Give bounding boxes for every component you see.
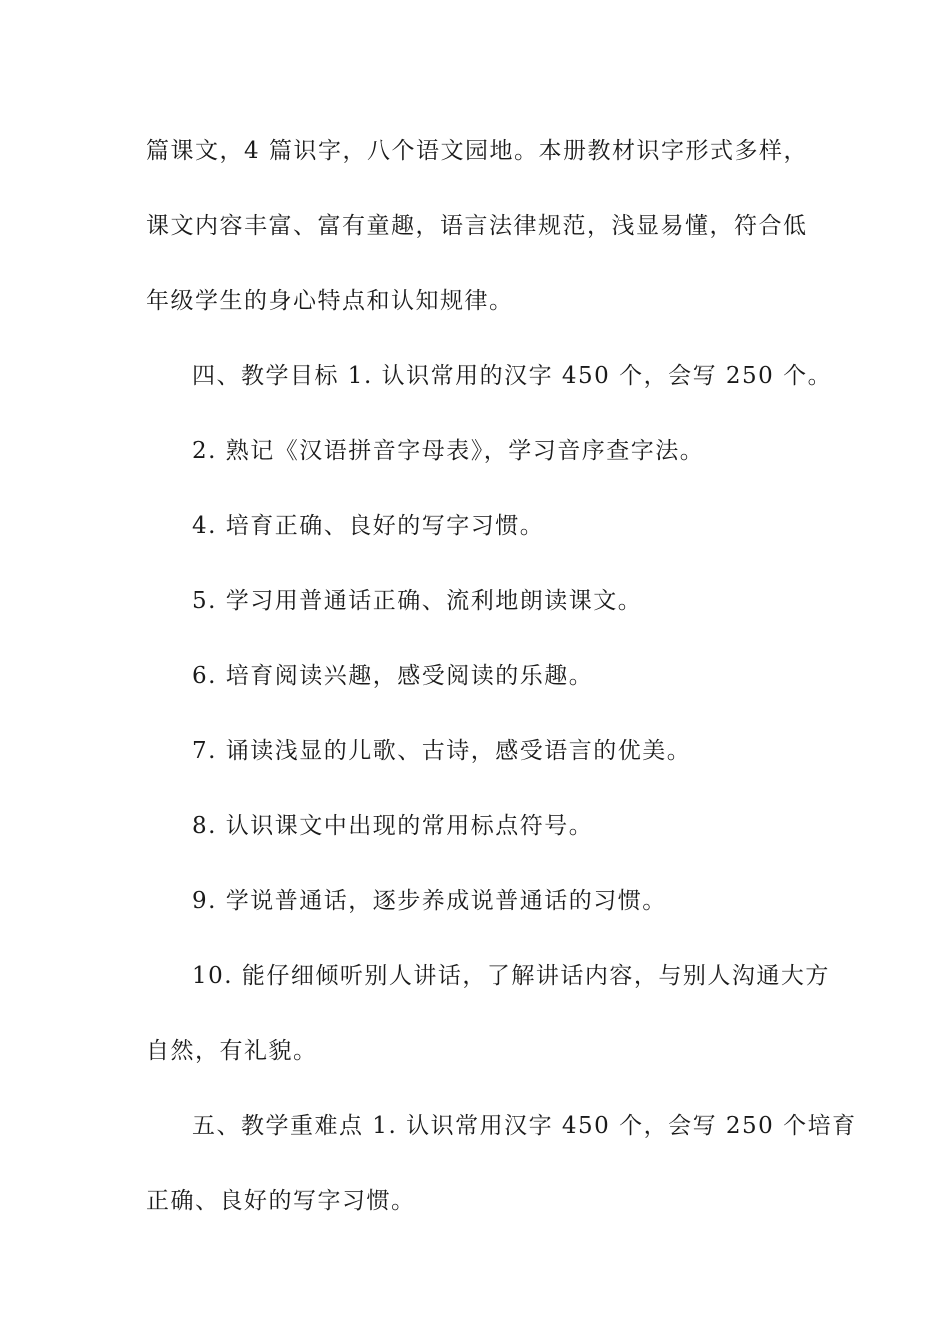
list-item: 5. 学习用普通话正确、流利地朗读课文。 — [192, 588, 643, 614]
section-heading-key-points: 五、教学重难点 1. 认识常用汉字 450 个，会写 250 个培育 — [192, 1113, 857, 1139]
list-item: 9. 学说普通话，逐步养成说普通话的习惯。 — [192, 888, 667, 914]
section-heading-objectives: 四、教学目标 1. 认识常用的汉字 450 个，会写 250 个。 — [192, 363, 833, 389]
list-item: 6. 培育阅读兴趣，感受阅读的乐趣。 — [192, 663, 594, 689]
paragraph-line: 年级学生的身心特点和认知规律。 — [146, 288, 514, 314]
paragraph-line: 正确、良好的写字习惯。 — [146, 1188, 416, 1214]
list-item: 8. 认识课文中出现的常用标点符号。 — [192, 813, 594, 839]
list-item: 4. 培育正确、良好的写字习惯。 — [192, 513, 545, 539]
paragraph-line: 课文内容丰富、富有童趣，语言法律规范，浅显易懂，符合低 — [146, 213, 808, 239]
list-item: 2. 熟记《汉语拼音字母表》，学习音序查字法。 — [192, 438, 705, 464]
paragraph-line: 篇课文，4 篇识字，八个语文园地。本册教材识字形式多样， — [146, 138, 808, 164]
list-item: 7. 诵读浅显的儿歌、古诗，感受语言的优美。 — [192, 738, 692, 764]
list-item: 10. 能仔细倾听别人讲话，了解讲话内容，与别人沟通大方 — [192, 963, 830, 989]
paragraph-line: 自然，有礼貌。 — [146, 1038, 318, 1064]
